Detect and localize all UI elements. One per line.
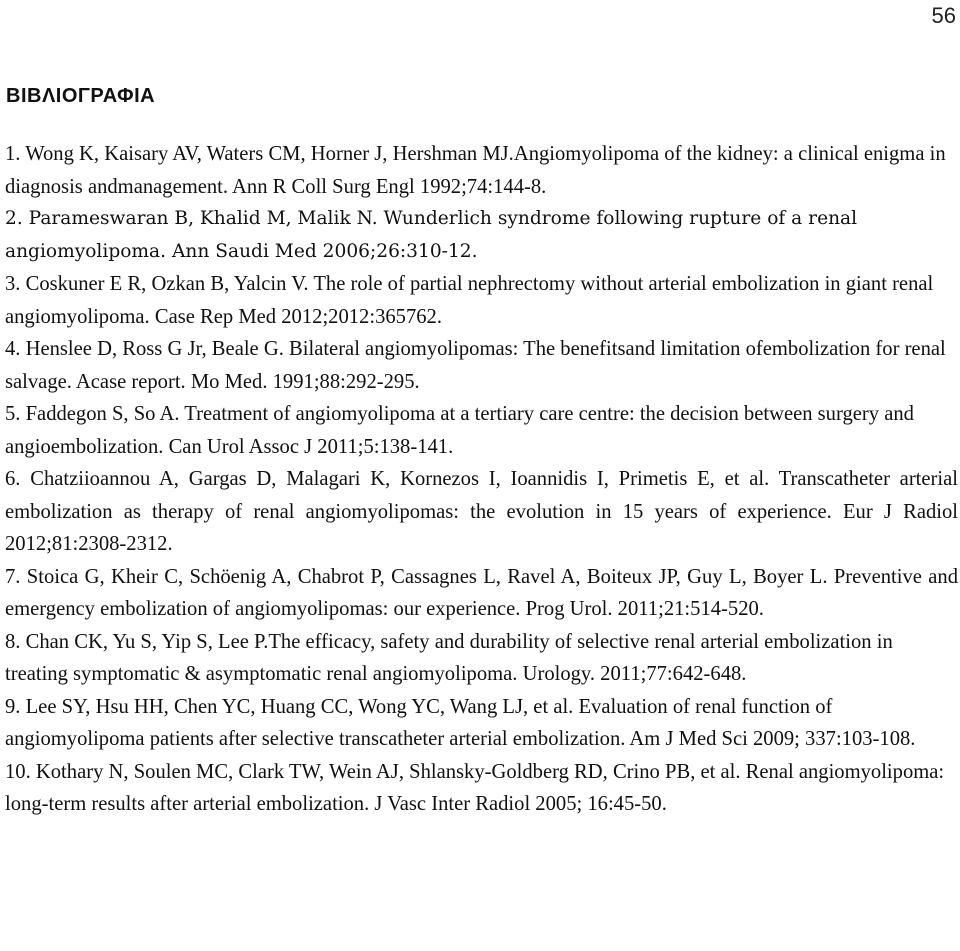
reference-item: 8. Chan CK, Yu S, Yip S, Lee P.The efficacy, safety and durability of selective renal arterial embolization in treating symptomatic & asymptomatic renal angiomyolipoma. Urology. 2011;77:642-648. [5,630,893,685]
reference-item: 4. Henslee D, Ross G Jr, Beale G. Bilateral angiomyolipomas: The benefitsand limitation ofembolization for renal salvage. Acase report. Mo Med. 1991;88:292-295. [5,338,946,393]
reference-item: 5. Faddegon S, So A. Treatment of angiomyolipoma at a tertiary care centre: the decision between surgery and angioembolization. Can Urol Assoc J 2011;5:138-141. [5,403,914,458]
reference-item: 1. Wong K, Kaisary AV, Waters CM, Horner J, Hershman MJ.Angiomyolipoma of the kidney: a clinical enigma in diagnosis andmanagement. Ann R Coll Surg Engl 1992;74:144-8. [5,143,946,198]
reference-item: 10. Kothary N, Soulen MC, Clark TW, Wein AJ, Shlansky-Goldberg RD, Crino PB, et al. Renal angiomyolipoma: long-term results after arterial embolization. J Vasc Inter Radiol 2005; 16:45-50. [5,760,945,815]
reference-item: 9. Lee SY, Hsu HH, Chen YC, Huang CC, Wong YC, Wang LJ, et al. Evaluation of renal function of angiomyolipoma patients after selective transcatheter arterial embolization. Am J Med Sci 2009; 337:103-108. [5,695,916,750]
reference-item: 2. Parameswaran B, Khalid M, Malik N. Wunderlich syndrome following rupture of a renal angiomyolipoma. Ann Saudi Med 2006;26:310-12. [5,208,858,262]
reference-item: 7. Stoica G, Kheir C, Schöenig A, Chabrot P, Cassagnes L, Ravel A, Boiteux JP, Guy L, Boyer L. Preventive and emergency embolization of angiomyolipomas: our experience. Prog Urol. 2011;21:514-520. [5,565,958,620]
page-number: 56 [931,3,956,28]
reference-list [5,138,958,821]
reference-item: 3. Coskuner E R, Ozkan B, Yalcin V. The role of partial nephrectomy without arterial embolization in giant renal angiomyolipoma. Case Rep Med 2012;2012:365762. [5,273,934,328]
reference-item: 6. Chatziioannou A, Gargas D, Malagari K, Kornezos I, Ioannidis I, Primetis E, et al. Transcatheter arterial embolization as therapy of renal angiomyolipomas: the evolution in 15 years of experience. Eur J Radiol 2012;81:2308-2312. [5,468,958,555]
bibliography-heading: ΒΙΒΛΙΟΓΡΑΦΙΑ [6,85,156,107]
